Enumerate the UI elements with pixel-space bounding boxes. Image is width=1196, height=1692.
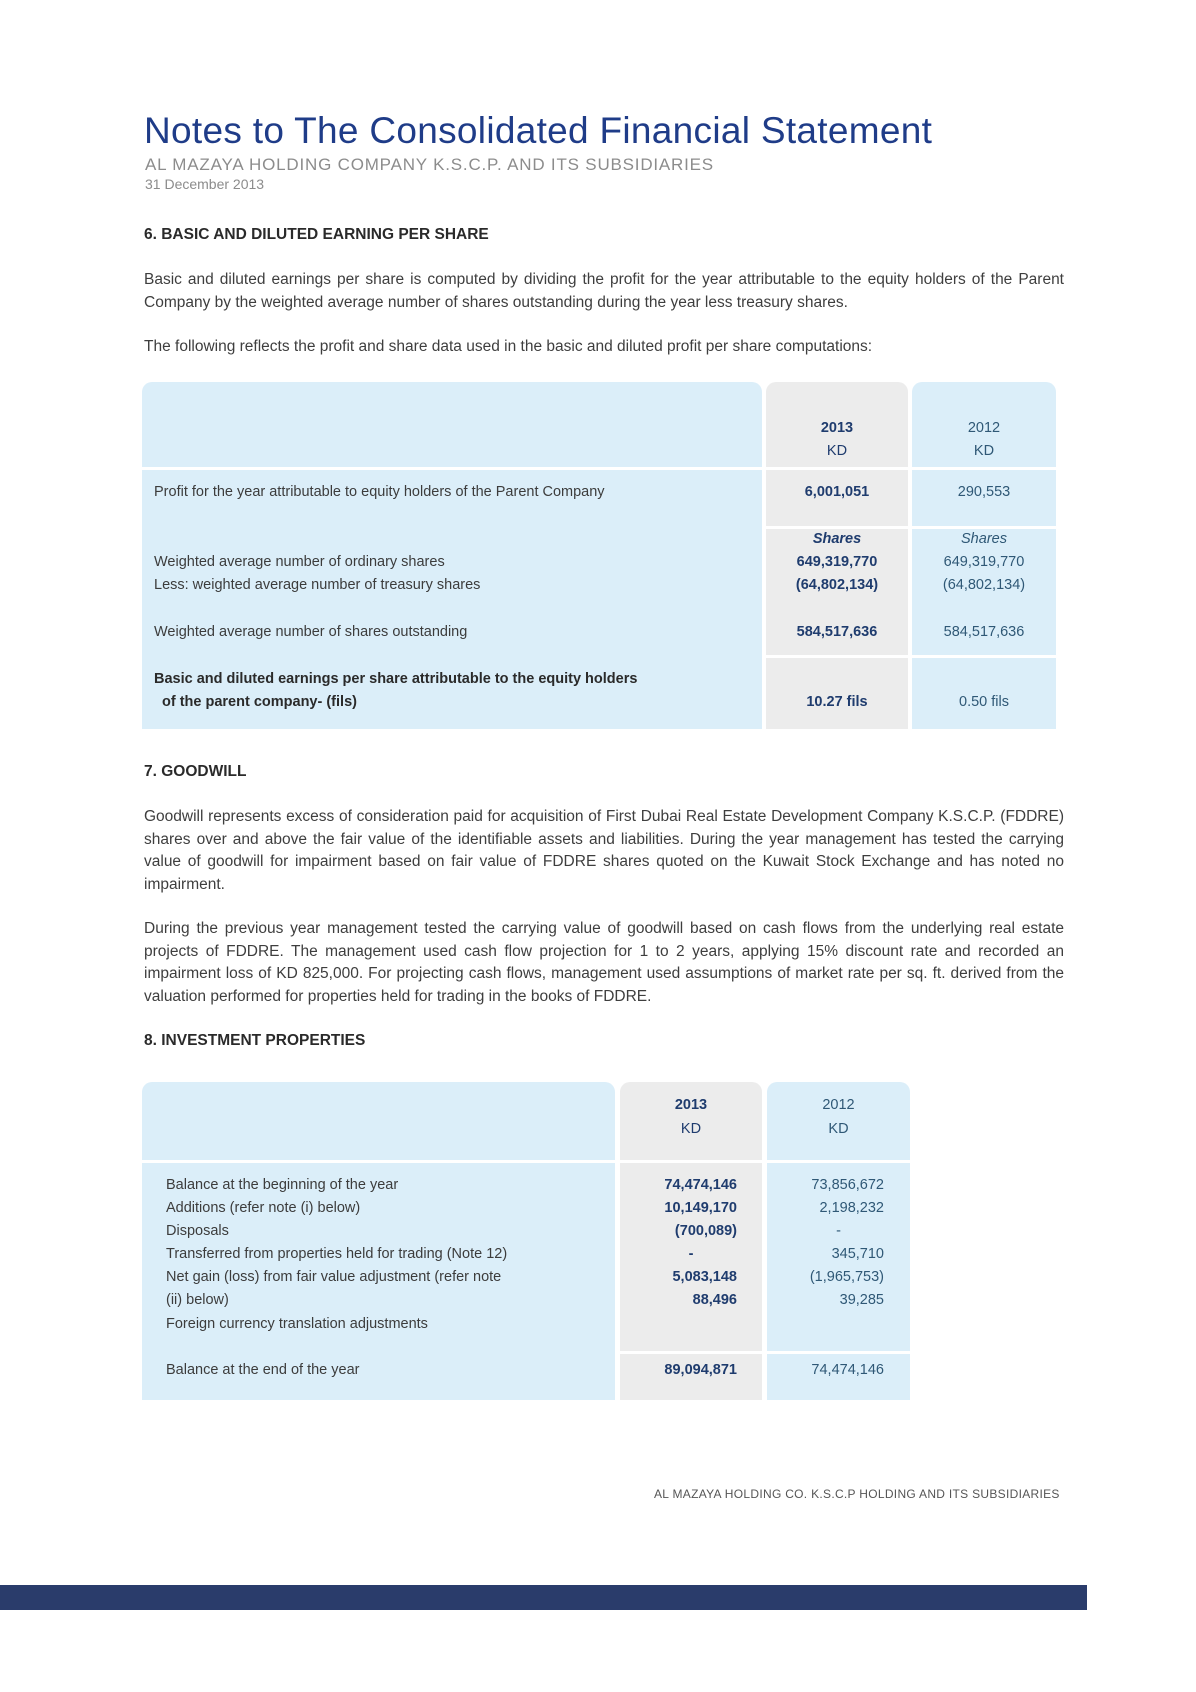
section-7-paragraph-2: During the previous year management tested the carrying value of goodwill based on cash flows from the underlying real estate projects of FDDRE. The management used cash flow projection for 1 to 2 years, applying 15% discount rate and recorded an impairment loss of KD 825,000. For projecting cash flows, management used assumptions of market rate per sq. ft. derived from the valuation performed for properties held for trading in the books of FDDRE. <box>144 920 1064 1005</box>
ip-row-2013: 10,149,170 <box>664 1200 737 1216</box>
ip-row-label: Additions (refer note (i) below) <box>166 1200 361 1216</box>
ip-row-2013: (700,089) <box>674 1223 737 1239</box>
ip-row-label: Disposals <box>166 1223 229 1239</box>
eps-row-separator <box>766 655 1056 658</box>
ip-col-2013-year: 2013 <box>674 1097 708 1113</box>
eps-treasury-2012: (64,802,134) <box>942 577 1026 593</box>
ip-end-label: Balance at the end of the year <box>166 1362 360 1378</box>
eps-wa-ordinary-2012: 649,319,770 <box>943 554 1025 570</box>
ip-row-2012: - <box>836 1223 841 1239</box>
ip-row-2012: (1,965,753) <box>809 1269 884 1285</box>
ip-row-2012: 2,198,232 <box>819 1200 884 1216</box>
company-subtitle: AL MAZAYA HOLDING COMPANY K.S.C.P. AND ITS SUBSIDIARIES <box>145 155 714 174</box>
eps-col-2013-unit: KD <box>826 443 848 459</box>
ip-label-column-bg <box>142 1082 615 1400</box>
footer-company-name: AL MAZAYA HOLDING CO. K.S.C.P HOLDING AND ITS SUBSIDIARIES <box>654 1487 1060 1501</box>
eps-shares-2013: Shares <box>812 531 862 547</box>
eps-outstanding-2012: 584,517,636 <box>943 624 1025 640</box>
ip-row-2013: 88,496 <box>692 1292 737 1308</box>
eps-col-2013-year: 2013 <box>820 420 854 436</box>
eps-wa-ordinary-2013: 649,319,770 <box>796 554 878 570</box>
eps-shares-2012: Shares <box>961 531 1007 547</box>
section-7-paragraph-1: Goodwill represents excess of consideration paid for acquisition of First Dubai Real Estate Development Company K.S.C.P. (FDDRE) shares over and above the fair value of the identifiable assets and liabilities. During the year management has tested the carrying value of goodwill for impairment based on fair value of FDDRE shares quoted on the Kuwait Stock Exchange and has noted no impairment. <box>144 808 1064 893</box>
section-8-heading: 8. INVESTMENT PROPERTIES <box>144 1032 366 1049</box>
ip-row-2012: 39,285 <box>839 1292 884 1308</box>
eps-treasury-2013: (64,802,134) <box>795 577 879 593</box>
ip-row-label: (ii) below) <box>166 1292 229 1308</box>
eps-profit-2013: 6,001,051 <box>804 484 870 500</box>
ip-row-label: Net gain (loss) from fair value adjustment (refer note <box>166 1269 502 1285</box>
eps-col-2012-unit: KD <box>973 443 995 459</box>
eps-label-line-2: of the parent company- (fils) <box>162 694 357 710</box>
eps-outstanding-2013: 584,517,636 <box>796 624 878 640</box>
ip-total-separator <box>620 1351 910 1354</box>
eps-col-2012-year: 2012 <box>967 420 1001 436</box>
eps-row-separator <box>766 526 1056 529</box>
eps-profit-label: Profit for the year attributable to equity holders of the Parent Company <box>154 484 605 500</box>
eps-value-2012: 0.50 fils <box>959 694 1009 710</box>
ip-end-2012: 74,474,146 <box>811 1362 884 1378</box>
ip-end-2013: 89,094,871 <box>664 1362 737 1378</box>
ip-row-2012: 73,856,672 <box>811 1177 884 1193</box>
eps-wa-ordinary-label: Weighted average number of ordinary shares <box>154 554 445 570</box>
eps-outstanding-label: Weighted average number of shares outstanding <box>154 624 468 640</box>
ip-row-label: Balance at the beginning of the year <box>166 1177 399 1193</box>
eps-treasury-label: Less: weighted average number of treasury shares <box>154 577 481 593</box>
ip-header-separator <box>142 1160 910 1163</box>
section-6-paragraph-1: Basic and diluted earnings per share is computed by dividing the profit for the year attributable to the equity holders of the Parent Company by the weighted average number of shares outstanding during the year less treasury shares. <box>144 271 1064 311</box>
ip-row-2012: 345,710 <box>831 1246 884 1262</box>
ip-row-label: Transferred from properties held for trading (Note 12) <box>166 1246 508 1262</box>
ip-col-2013-unit: KD <box>680 1121 702 1137</box>
page-title: Notes to The Consolidated Financial Statement <box>144 110 933 151</box>
section-6-heading: 6. BASIC AND DILUTED EARNING PER SHARE <box>144 226 489 243</box>
eps-header-separator <box>142 467 1056 470</box>
statement-date: 31 December 2013 <box>145 176 265 192</box>
section-7-heading: 7. GOODWILL <box>144 763 247 780</box>
eps-profit-2012: 290,553 <box>957 484 1011 500</box>
eps-label-line-1: Basic and diluted earnings per share attributable to the equity holders <box>154 671 638 687</box>
ip-row-2013: 74,474,146 <box>664 1177 737 1193</box>
ip-row-2013: - <box>688 1246 694 1262</box>
ip-col-2012-year: 2012 <box>822 1097 855 1113</box>
ip-col-2012-unit: KD <box>828 1121 849 1137</box>
bottom-bar <box>0 1585 1087 1610</box>
ip-row-2013: 5,083,148 <box>672 1269 737 1285</box>
ip-row-label: Foreign currency translation adjustments <box>166 1316 428 1332</box>
eps-value-2013: 10.27 fils <box>806 694 868 710</box>
section-6-paragraph-2: The following reflects the profit and share data used in the basic and diluted profit per share computations: <box>144 338 873 355</box>
